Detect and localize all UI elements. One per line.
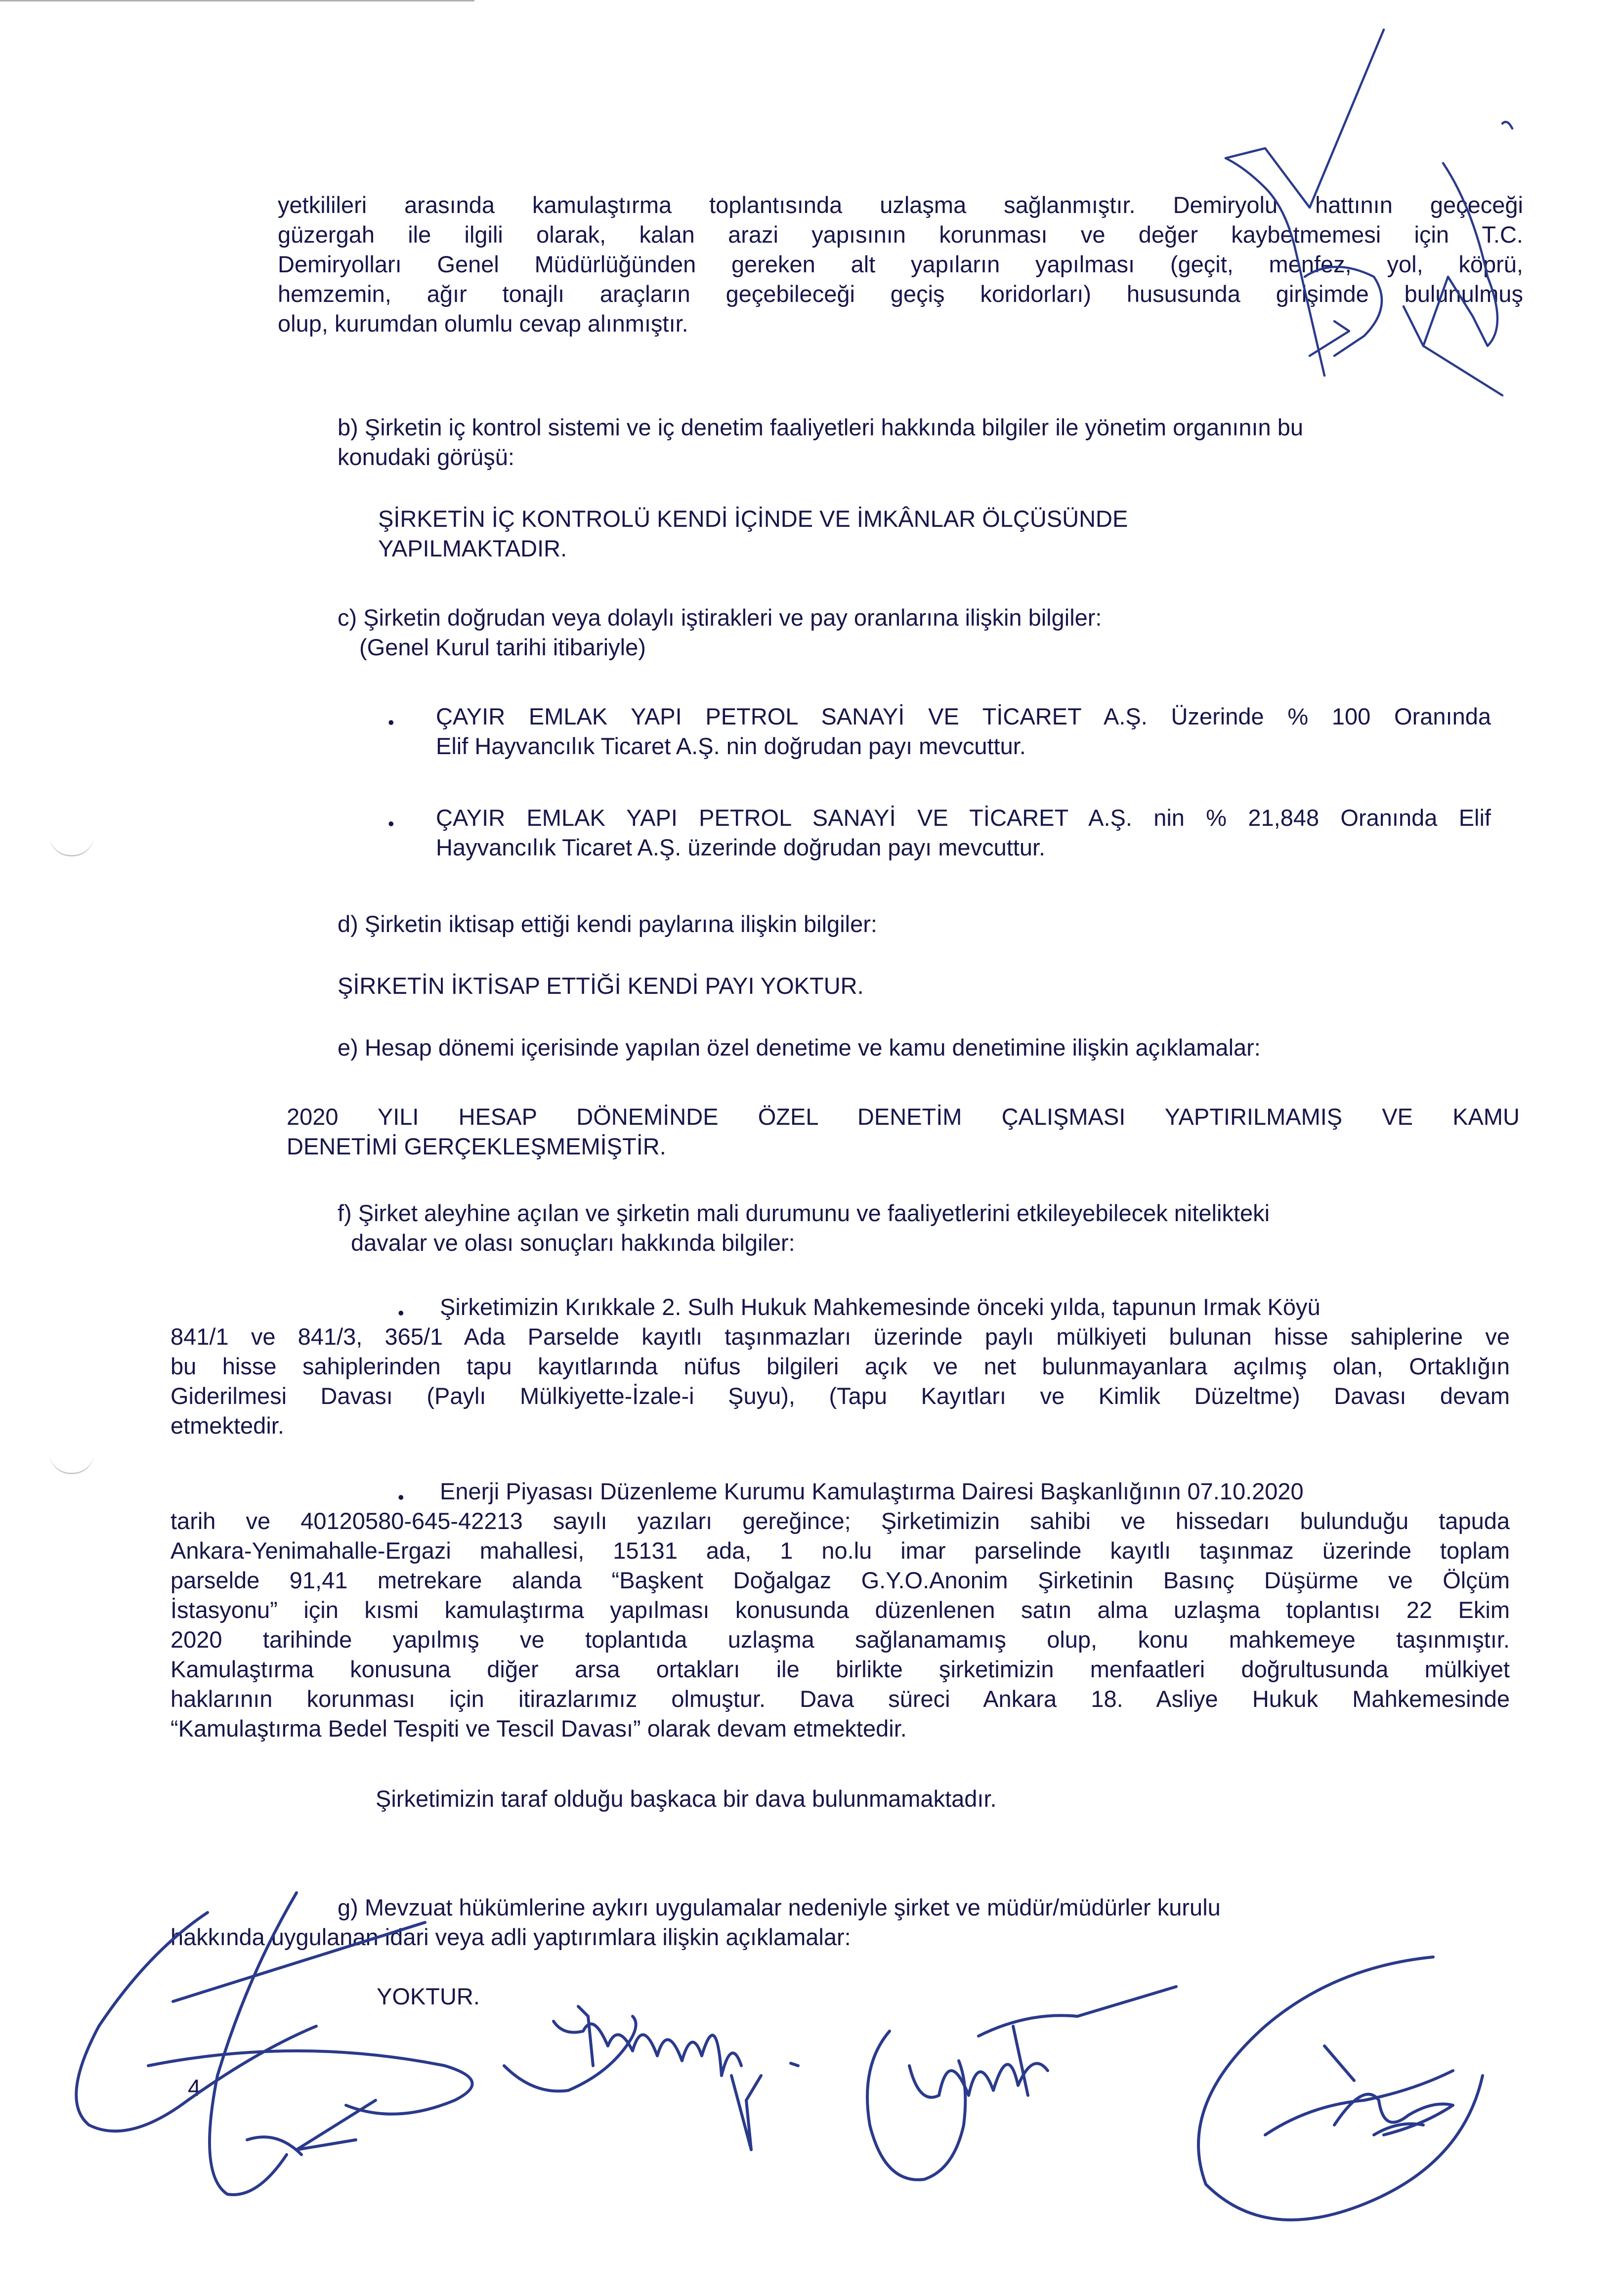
text-line: güzergah ile ilgili olarak, kalan arazi yapısının korunması ve değer kaybetmemesi için T.C. — [278, 221, 1523, 248]
case-text: Kamulaştırma konusuna diğer arsa ortakları ile birlikte şirketimizin menfaatleri doğrultusunda mülkiyet — [170, 1656, 1510, 1682]
scan-top-rule — [0, 0, 474, 1]
bullet-point: • — [388, 712, 394, 732]
bullet-point: • — [398, 1303, 404, 1323]
section-heading: b) Şirketin iç kontrol sistemi ve iç denetim faaliyetleri hakkında bilgiler ile yönetim organının bu — [338, 414, 1304, 440]
text-line: hemzemin, ağır tonajlı araçların geçebileceği geçiş koridorları) hususunda girişimde bulunulmuş — [278, 281, 1523, 307]
case-text: 841/1 ve 841/3, 365/1 Ada Parselde kayıtlı taşınmazları üzerinde paylı mülkiyeti bulunan hisse sahiplerine ve — [170, 1323, 1510, 1350]
section-subheading: (Genel Kurul tarihi itibariyle) — [359, 634, 646, 660]
case-text: Giderilmesi Davası (Paylı Mülkiyette-İzale-i Şuyu), (Tapu Kayıtları ve Kimlik Düzeltme) Davası devam — [170, 1383, 1510, 1409]
text-line: Demiryolları Genel Müdürlüğünden gereken alt yapıların yapılması (geçit, menfez, yol, köprü, — [278, 251, 1523, 277]
section-answer: ŞİRKETİN İKTİSAP ETTİĞİ KENDİ PAYI YOKTUR. — [338, 973, 864, 999]
closing-statement: Şirketimizin taraf olduğu başkaca bir dava bulunmamaktadır. — [376, 1786, 997, 1812]
binder-hole-mark — [49, 1453, 94, 1474]
section-heading: hakkında uygulanan idari veya adli yaptırımlara ilişkin açıklamalar: — [170, 1924, 851, 1950]
center-right-signature — [867, 1987, 1176, 2180]
section-heading: f) Şirket aleyhine açılan ve şirketin mali durumunu ve faaliyetlerini etkileyebilecek nitelikteki — [338, 1200, 1270, 1226]
bullet-text: ÇAYIR EMLAK YAPI PETROL SANAYİ VE TİCARET A.Ş. nin % 21,848 Oranında Elif — [436, 805, 1491, 831]
bullet-text: Elif Hayvancılık Ticaret A.Ş. nin doğrudan payı mevcuttur. — [436, 733, 1026, 759]
bullet-text: Hayvancılık Ticaret A.Ş. üzerinde doğrudan payı mevcuttur. — [436, 834, 1046, 860]
case-text: Ankara-Yenimahalle-Ergazi mahallesi, 15131 ada, 1 no.lu imar parselinde kayıtlı taşınmaz üzerinde toplam — [170, 1537, 1510, 1564]
bullet-point: • — [388, 813, 394, 834]
bullet-text: ÇAYIR EMLAK YAPI PETROL SANAYİ VE TİCARET A.Ş. Üzerinde % 100 Oranında — [436, 703, 1491, 729]
page-number: 4 — [188, 2075, 201, 2101]
section-heading: c) Şirketin doğrudan veya dolaylı iştirakleri ve pay oranlarına ilişkin bilgiler: — [338, 604, 1102, 631]
case-text: parselde 91,41 metrekare alanda “Başkent Doğalgaz G.Y.O.Anonim Şirketinin Basınç Düşürme ve Ölçüm — [170, 1567, 1510, 1593]
section-heading: d) Şirketin iktisap ettiği kendi paylarına ilişkin bilgiler: — [338, 911, 877, 937]
section-answer: ŞİRKETİN İÇ KONTROLÜ KENDİ İÇİNDE VE İMKÂNLAR ÖLÇÜSÜNDE — [378, 506, 1128, 532]
case-text: tarih ve 40120580-645-42213 sayılı yazıları gereğince; Şirketimizin sahibi ve hissedarı bulunduğu tapuda — [170, 1508, 1510, 1534]
section-answer: 2020 YILI HESAP DÖNEMİNDE ÖZEL DENETİM ÇALIŞMASI YAPTIRILMAMIŞ VE KAMU — [287, 1104, 1520, 1130]
section-heading: e) Hesap dönemi içerisinde yapılan özel denetime ve kamu denetimine ilişkin açıklamalar: — [338, 1034, 1261, 1061]
text-line: olup, kurumdan olumlu cevap alınmıştır. — [278, 310, 688, 337]
case-text: “Kamulaştırma Bedel Tespiti ve Tescil Davası” olarak devam etmektedir. — [170, 1715, 907, 1742]
case-text: İstasyonu” için kısmi kamulaştırma yapılması konusunda düzenlenen satın alma uzlaşma toplantısı 22 Ekim — [170, 1597, 1510, 1623]
text-line: yetkilileri arasında kamulaştırma toplantısında uzlaşma sağlanmıştır. Demiryolu hattının geçeceği — [278, 192, 1523, 218]
case-text: haklarının korunması için itirazlarımız olmuştur. Dava süreci Ankara 18. Asliye Hukuk Mahkemesinde — [170, 1686, 1510, 1712]
section-answer: DENETİMİ GERÇEKLEŞMEMİŞTİR. — [287, 1133, 666, 1159]
case-text: 2020 tarihinde yapılmış ve toplantıda uzlaşma sağlanamamış olup, konu mahkemeye taşınmıştır. — [170, 1626, 1510, 1653]
binder-hole-mark — [49, 835, 94, 856]
bullet-point: • — [398, 1487, 404, 1507]
case-text: etmektedir. — [170, 1412, 284, 1439]
section-heading: konudaki görüşü: — [338, 444, 514, 470]
section-answer: YAPILMAKTADIR. — [378, 535, 567, 561]
section-answer: YOKTUR. — [377, 1983, 480, 2009]
section-heading: g) Mevzuat hükümlerine aykırı uygulamalar nedeniyle şirket ve müdür/müdürler kurulu — [338, 1894, 1221, 1920]
case-text: Şirketimizin Kırıkkale 2. Sulh Hukuk Mahkemesinde önceki yılda, tapunun Irmak Köyü — [440, 1294, 1321, 1320]
center-left-signature — [504, 2006, 798, 2150]
case-text: bu hisse sahiplerinden tapu kayıtlarında nüfus bilgileri açık ve net bulunmayanlara açılmış olan, Ortaklığın — [170, 1353, 1510, 1379]
case-text: Enerji Piyasası Düzenleme Kurumu Kamulaştırma Dairesi Başkanlığının 07.10.2020 — [440, 1478, 1304, 1504]
right-signature — [1198, 1957, 1483, 2220]
section-heading: davalar ve olası sonuçları hakkında bilgiler: — [351, 1230, 795, 1256]
